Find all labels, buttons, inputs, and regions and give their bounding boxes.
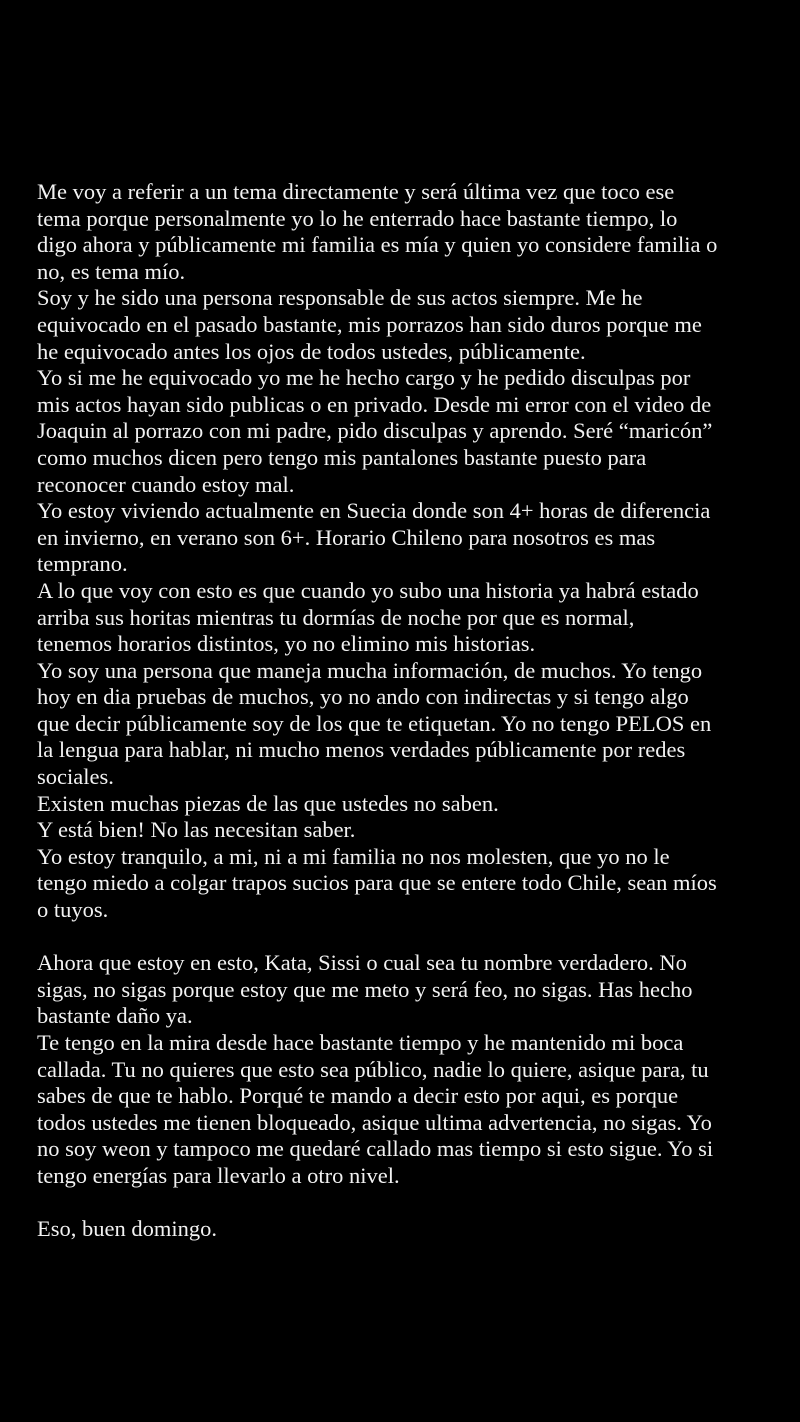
- text-line: Yo si me he equivocado yo me he hecho cargo y he pedido disculpas por: [37, 365, 691, 391]
- text-line: temprano.: [37, 551, 128, 577]
- text-line: tenemos horarios distintos, yo no elimino mis historias.: [37, 631, 536, 657]
- text-line: no, es tema mío.: [37, 258, 186, 284]
- text-line: tengo miedo a colgar trapos sucios para que se entere todo Chile, sean míos: [37, 870, 717, 896]
- paragraph-gap: [37, 1190, 797, 1217]
- text-line: que decir públicamente soy de los que te etiquetan. Yo no tengo PELOS en: [37, 710, 712, 736]
- text-line: A lo que voy con esto es que cuando yo subo una historia ya habrá estado: [37, 577, 699, 603]
- text-line: arriba sus horitas mientras tu dormías de noche por que es normal,: [37, 604, 635, 630]
- text-line: reconocer cuando estoy mal.: [37, 471, 295, 497]
- text-line: tema porque personalmente yo lo he enterrado hace bastante tiempo, lo: [37, 205, 678, 231]
- text-line: Yo estoy tranquilo, a mi, ni a mi familia no nos molesten, que yo no le: [37, 843, 670, 869]
- paragraph-gap: [37, 924, 797, 951]
- text-line: sociales.: [37, 764, 114, 790]
- text-line: Ahora que estoy en esto, Kata, Sissi o cual sea tu nombre verdadero. No: [37, 950, 687, 976]
- text-line: Te tengo en la mira desde hace bastante tiempo y he mantenido mi boca: [37, 1030, 684, 1055]
- text-line: Soy y he sido una persona responsable de sus actos siempre. Me he: [37, 285, 643, 311]
- text-line: tengo energías para llevarlo a otro nivel.: [37, 1162, 400, 1188]
- text-line: sigas, no sigas porque estoy que me meto y será feo, no sigas. Has hecho: [37, 976, 693, 1002]
- paragraph: [37, 1216, 797, 1243]
- story-text: [37, 179, 797, 1243]
- text-line: en invierno, en verano son 6+. Horario Chileno para nosotros es mas: [37, 524, 656, 550]
- paragraph: [37, 950, 797, 1189]
- paragraph: [37, 179, 797, 924]
- text-line: Yo estoy viviendo actualmente en Suecia donde son 4+ horas de diferencia: [37, 498, 711, 524]
- text-line: Me voy a referir a un tema directamente y será última vez que toco ese: [37, 179, 675, 204]
- text-line: he equivocado antes los ojos de todos ustedes, públicamente.: [37, 338, 586, 364]
- text-line: hoy en dia pruebas de muchos, yo no ando con indirectas y si tengo algo: [37, 684, 689, 710]
- text-line: la lengua para hablar, ni mucho menos verdades públicamente por redes: [37, 737, 686, 763]
- text-line: equivocado en el pasado bastante, mis porrazos han sido duros porque me: [37, 311, 702, 337]
- text-line: mis actos hayan sido publicas o en privado. Desde mi error con el video de: [37, 391, 712, 417]
- text-line: Joaquin al porrazo con mi padre, pido disculpas y aprendo. Seré “maricón”: [37, 418, 713, 444]
- text-line: como muchos dicen pero tengo mis pantalones bastante puesto para: [37, 444, 647, 470]
- text-line: digo ahora y públicamente mi familia es mía y quien yo considere familia o: [37, 232, 718, 258]
- text-line: o tuyos.: [37, 897, 109, 923]
- text-line: Y está bien! No las necesitan saber.: [37, 817, 356, 843]
- text-line: Eso, buen domingo.: [37, 1216, 217, 1242]
- text-line: todos ustedes me tienen bloqueado, asique ultima advertencia, no sigas. Yo: [37, 1109, 712, 1135]
- text-line: no soy weon y tampoco me quedaré callado mas tiempo si esto sigue. Yo si: [37, 1136, 714, 1162]
- text-line: callada. Tu no quieres que esto sea público, nadie lo quiere, asique para, tu: [37, 1056, 709, 1082]
- text-line: sabes de que te hablo. Porqué te mando a decir esto por aqui, es porque: [37, 1083, 679, 1109]
- text-line: bastante daño ya.: [37, 1003, 193, 1029]
- text-line: Existen muchas piezas de las que ustedes no saben.: [37, 790, 499, 816]
- text-line: Yo soy una persona que maneja mucha información, de muchos. Yo tengo: [37, 657, 703, 683]
